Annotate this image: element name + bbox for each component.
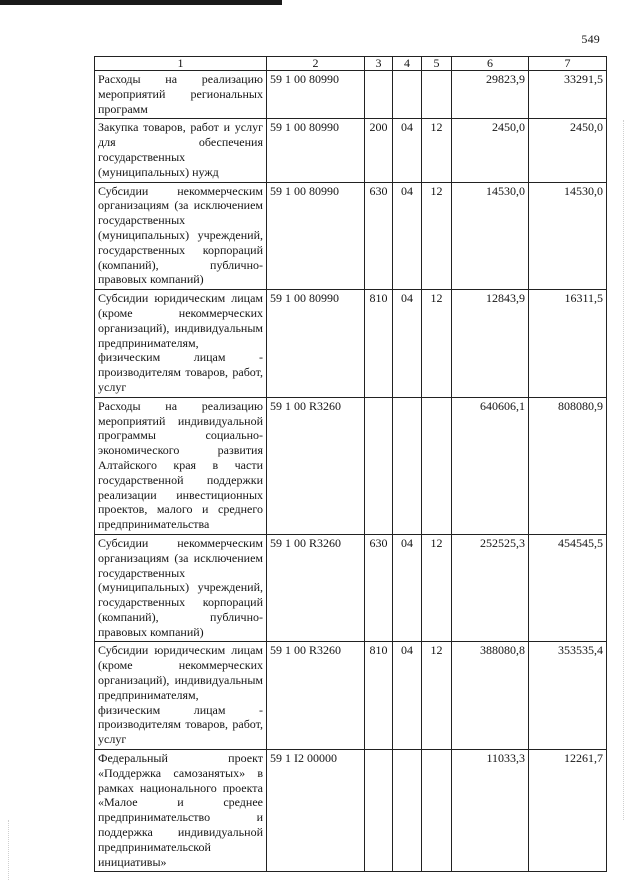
table-row (95, 290, 607, 398)
row-rz (393, 71, 422, 119)
row-name: Субсидии некоммерческим организациям (за исключением государственных (муниципальных) учреждений, государственных корпораций (компаний), публично-правовых компаний) (95, 182, 267, 290)
column-header-pr: 5 (422, 57, 452, 71)
row-vr: 200 (365, 119, 393, 182)
table-row (95, 534, 607, 642)
column-header-sum1: 6 (452, 57, 529, 71)
row-rz (393, 397, 422, 534)
row-sum1: 12843,9 (452, 290, 529, 398)
row-rz: 04 (393, 642, 422, 750)
row-name: Субсидии юридическим лицам (кроме некоммерческих организаций), индивидуальным предпринимателям, физическим лицам - производителям товаров, работ, услуг (95, 642, 267, 750)
row-sum1: 2450,0 (452, 119, 529, 182)
row-sum2: 454545,5 (529, 534, 607, 642)
row-rz (393, 750, 422, 872)
row-name: Расходы на реализацию мероприятий региональных программ (95, 71, 267, 119)
row-sum1: 388080,8 (452, 642, 529, 750)
row-sum2: 808080,9 (529, 397, 607, 534)
budget-table (94, 56, 607, 872)
row-vr: 810 (365, 290, 393, 398)
row-sum1: 11033,3 (452, 750, 529, 872)
row-sum2: 353535,4 (529, 642, 607, 750)
row-pr: 12 (422, 290, 452, 398)
row-sum2: 2450,0 (529, 119, 607, 182)
scan-margin-artifact (623, 120, 625, 820)
row-sum2: 33291,5 (529, 71, 607, 119)
row-vr: 630 (365, 534, 393, 642)
table-row (95, 71, 607, 119)
column-header-vr: 3 (365, 57, 393, 71)
row-sum1: 29823,9 (452, 71, 529, 119)
row-pr (422, 397, 452, 534)
column-header-rz: 4 (393, 57, 422, 71)
page-number: 549 (581, 32, 600, 46)
row-code: 59 1 00 R3260 (267, 397, 365, 534)
row-pr: 12 (422, 182, 452, 290)
row-rz: 04 (393, 182, 422, 290)
row-code: 59 1 00 80990 (267, 71, 365, 119)
table-header-row (95, 57, 607, 71)
row-rz: 04 (393, 290, 422, 398)
row-code: 59 1 00 80990 (267, 182, 365, 290)
row-sum2: 16311,5 (529, 290, 607, 398)
row-vr (365, 71, 393, 119)
scan-margin-artifact (8, 820, 10, 880)
scan-edge-bar (0, 0, 282, 5)
row-name: Расходы на реализацию мероприятий индивидуальной программы социально-экономического развития Алтайского края в части государственной поддержки реализации инвестиционных проектов, малого и среднего предпринимательства (95, 397, 267, 534)
row-name: Субсидии некоммерческим организациям (за исключением государственных (муниципальных) учреждений, государственных корпораций (компаний), публично-правовых компаний) (95, 534, 267, 642)
row-code: 59 1 00 R3260 (267, 534, 365, 642)
column-header-name: 1 (95, 57, 267, 71)
table-row (95, 119, 607, 182)
row-name: Федеральный проект «Поддержка самозанятых» в рамках национального проекта «Малое и среднее предпринимательство и поддержка индивидуальной предпринимательской инициативы» (95, 750, 267, 872)
row-pr: 12 (422, 642, 452, 750)
table-row (95, 397, 607, 534)
row-vr (365, 750, 393, 872)
row-code: 59 1 I2 00000 (267, 750, 365, 872)
row-pr: 12 (422, 119, 452, 182)
row-code: 59 1 00 80990 (267, 290, 365, 398)
row-pr: 12 (422, 534, 452, 642)
row-sum2: 12261,7 (529, 750, 607, 872)
row-sum1: 640606,1 (452, 397, 529, 534)
table-row (95, 182, 607, 290)
row-rz: 04 (393, 119, 422, 182)
column-header-code: 2 (267, 57, 365, 71)
row-name: Закупка товаров, работ и услуг для обеспечения государственных (муниципальных) нужд (95, 119, 267, 182)
table-row (95, 750, 607, 872)
row-sum1: 252525,3 (452, 534, 529, 642)
row-pr (422, 71, 452, 119)
row-sum1: 14530,0 (452, 182, 529, 290)
row-sum2: 14530,0 (529, 182, 607, 290)
row-rz: 04 (393, 534, 422, 642)
column-header-sum2: 7 (529, 57, 607, 71)
row-code: 59 1 00 R3260 (267, 642, 365, 750)
row-vr (365, 397, 393, 534)
row-vr: 810 (365, 642, 393, 750)
table-row (95, 642, 607, 750)
row-name: Субсидии юридическим лицам (кроме некоммерческих организаций), индивидуальным предпринимателям, физическим лицам - производителям товаров, работ, услуг (95, 290, 267, 398)
row-pr (422, 750, 452, 872)
row-vr: 630 (365, 182, 393, 290)
row-code: 59 1 00 80990 (267, 119, 365, 182)
